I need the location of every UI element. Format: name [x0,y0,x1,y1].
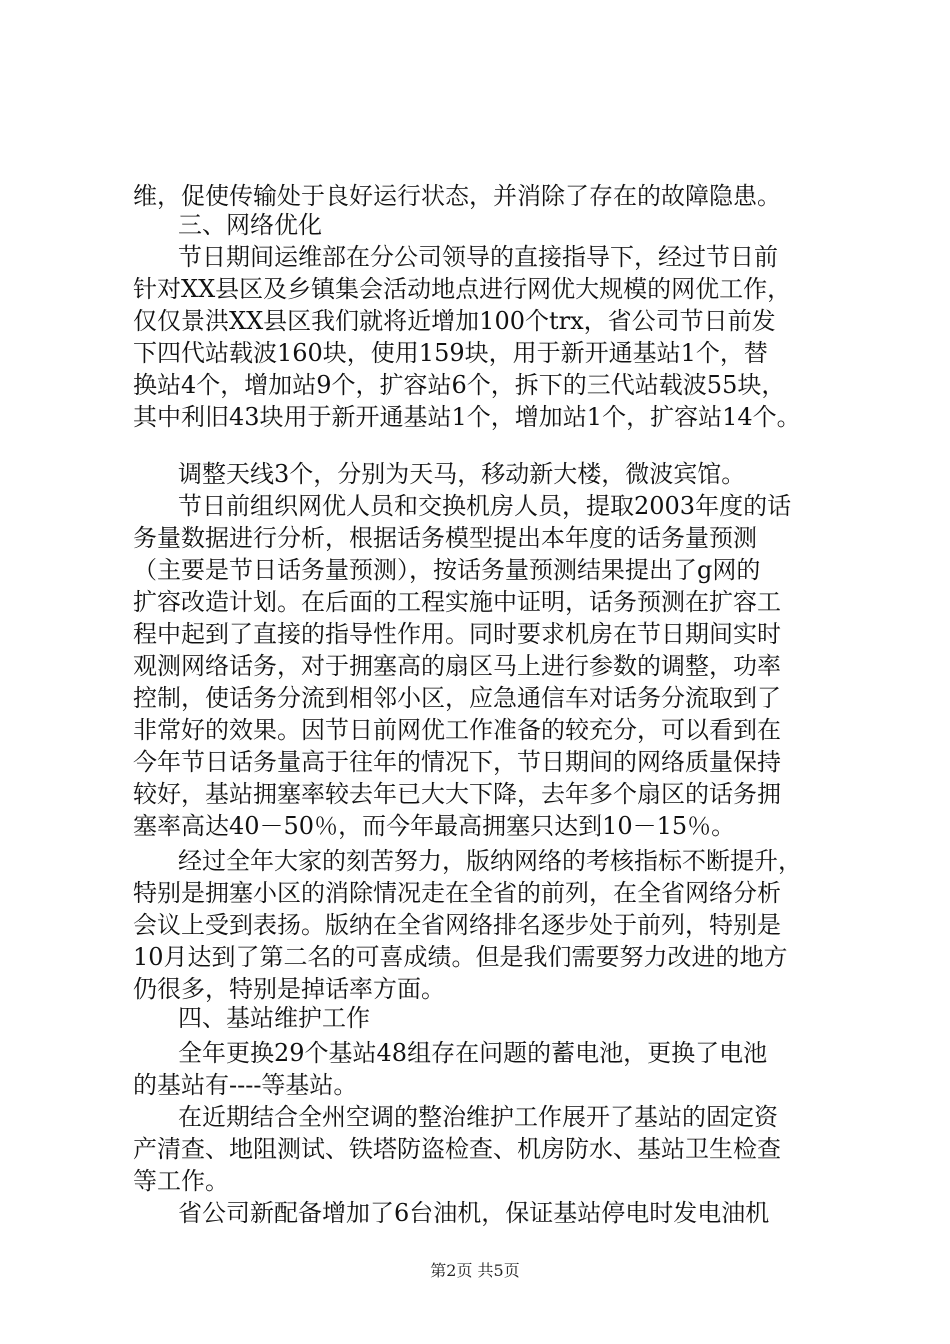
paragraph-line: 仍很多，特别是掉话率方面。 [133,975,445,1003]
paragraph-line: 经过全年大家的刻苦努力，版纳网络的考核指标不断提升， [178,847,802,875]
paragraph-line: 等工作。 [133,1167,229,1195]
paragraph-line: 特别是拥塞小区的消除情况走在全省的前列，在全省网络分析 [133,879,781,907]
paragraph-line: 其中利旧43块用于新开通基站1个，增加站1个，扩容站14个。 [133,403,801,431]
page-number-footer: 第2页 共5页 [430,1261,520,1280]
section-heading-network-optimization: 三、网络优化 [178,211,322,239]
paragraph-line: 针对XX县区及乡镇集会活动地点进行网优大规模的网优工作， [133,275,792,303]
paragraph-line: 10月达到了第二名的可喜成绩。但是我们需要努力改进的地方 [133,943,788,971]
paragraph-line: 务量数据进行分析，根据话务模型提出本年度的话务量预测 [133,524,757,552]
paragraph-line: 非常好的效果。因节日前网优工作准备的较充分，可以看到在 [133,716,781,744]
paragraph-line: 扩容改造计划。在后面的工程实施中证明，话务预测在扩容工 [133,588,781,616]
paragraph-line: 较好，基站拥塞率较去年已大大下降，去年多个扇区的话务拥 [133,780,781,808]
paragraph-line: 控制，使话务分流到相邻小区，应急通信车对话务分流取到了 [133,684,781,712]
paragraph-line: 节日期间运维部在分公司领导的直接指导下，经过节日前 [178,243,778,271]
paragraph-line: 塞率高达40－50％，而今年最高拥塞只达到10－15％。 [133,812,736,840]
paragraph-line: 全年更换29个基站48组存在问题的蓄电池，更换了电池 [178,1039,768,1067]
paragraph-line: 仅仅景洪XX县区我们就将近增加100个trx，省公司节日前发 [133,307,776,335]
paragraph-line: 观测网络话务，对于拥塞高的扇区马上进行参数的调整，功率 [133,652,781,680]
paragraph-line: 在近期结合全州空调的整治维护工作展开了基站的固定资 [178,1103,778,1131]
paragraph-line: 程中起到了直接的指导性作用。同时要求机房在节日期间实时 [133,620,781,648]
paragraph-line: 产清查、地阻测试、铁塔防盗检查、机房防水、基站卫生检查 [133,1135,781,1163]
paragraph-line: 的基站有----等基站。 [133,1071,358,1099]
paragraph-line: 省公司新配备增加了6台油机，保证基站停电时发电油机 [178,1199,770,1227]
paragraph-line: 节日前组织网优人员和交换机房人员，提取2003年度的话 [178,492,792,520]
paragraph-line: 会议上受到表扬。版纳在全省网络排名逐步处于前列，特别是 [133,911,781,939]
section-heading-base-station-maintenance: 四、基站维护工作 [178,1004,370,1032]
paragraph-line: 换站4个，增加站9个，扩容站6个，拆下的三代站载波55块， [133,371,786,399]
paragraph-line: 调整天线3个，分别为天马，移动新大楼，微波宾馆。 [178,460,746,488]
paragraph-line: 今年节日话务量高于往年的情况下，节日期间的网络质量保持 [133,748,781,776]
paragraph-line: 下四代站载波160块，使用159块，用于新开通基站1个，替 [133,339,768,367]
paragraph-line: （主要是节日话务量预测），按话务量预测结果提出了g网的 [133,556,761,584]
paragraph-line: 维，促使传输处于良好运行状态，并消除了存在的故障隐患。 [133,182,781,210]
